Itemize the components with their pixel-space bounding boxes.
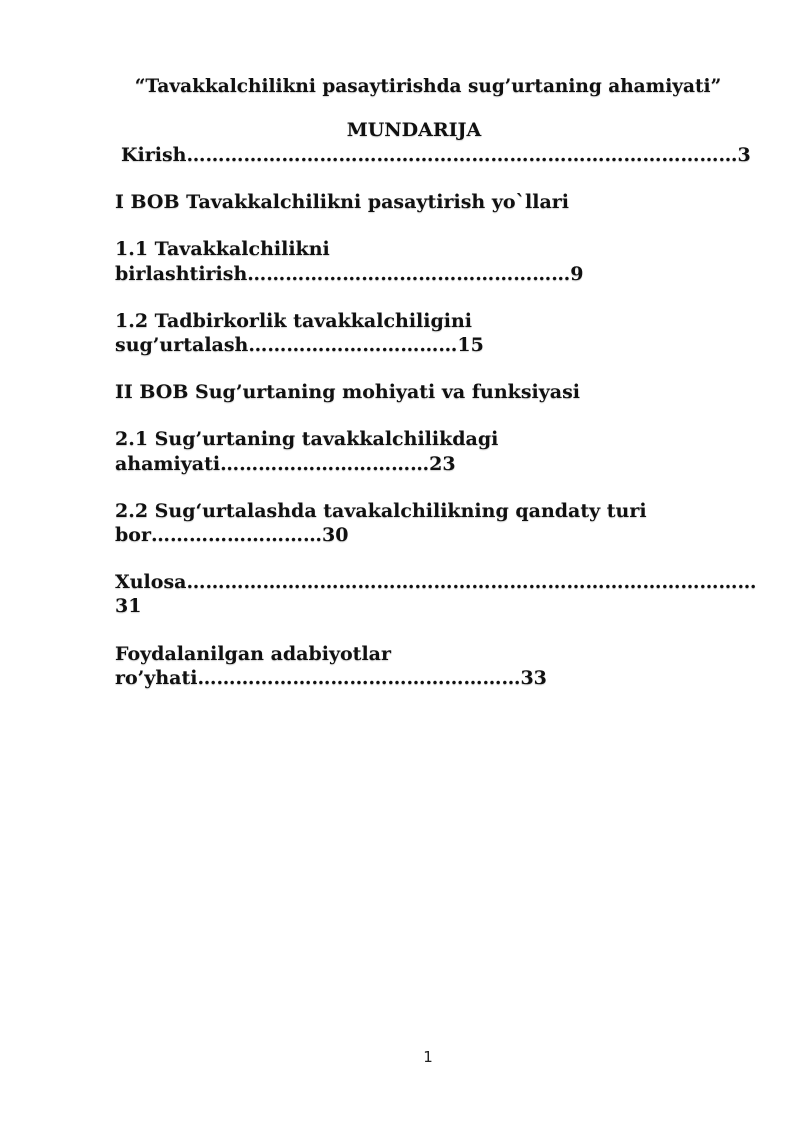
toc-entry-kirish: Kirish……………………………………………………………………………3 bbox=[121, 144, 751, 166]
toc-entry-2-2-line1: 2.2 Sug‘urtalashda tavakalchilikning qandaty turi bbox=[115, 500, 647, 522]
toc-entry-2-2-line2: bor………………………30 bbox=[115, 524, 349, 546]
toc-heading: MUNDARIJA bbox=[346, 119, 482, 141]
toc-entry-1-2-line2: sug’urtalash……………………………15 bbox=[115, 334, 484, 356]
document-title: “Tavakkalchilikni pasaytirishda sug’urtaning ahamiyati” bbox=[134, 76, 722, 97]
page-number: 1 bbox=[423, 1048, 433, 1066]
toc-entry-xulosa-page: 31 bbox=[115, 595, 142, 617]
toc-entry-xulosa-line1: Xulosa……………………………………………………………………………… bbox=[115, 571, 757, 593]
toc-entry-1-1-line2: birlashtirish……………………………………………9 bbox=[115, 263, 584, 285]
toc-entry-1-1-line1: 1.1 Tavakkalchilikni bbox=[115, 238, 330, 260]
toc-chapter-1: I BOB Tavakkalchilikni pasaytirish yo`llari bbox=[115, 191, 570, 213]
toc-entry-literature-line1: Foydalanilgan adabiyotlar bbox=[115, 643, 392, 665]
toc-entry-2-1-line2: ahamiyati……………………………23 bbox=[115, 453, 456, 475]
toc-entry-1-2-line1: 1.2 Tadbirkorlik tavakkalchiligini bbox=[115, 310, 473, 332]
toc-entry-literature-line2: ro’yhati……………………………………………33 bbox=[115, 667, 547, 689]
toc-entry-2-1-line1: 2.1 Sug’urtaning tavakkalchilikdagi bbox=[115, 428, 499, 450]
toc-chapter-2: II BOB Sug’urtaning mohiyati va funksiyasi bbox=[115, 381, 580, 403]
